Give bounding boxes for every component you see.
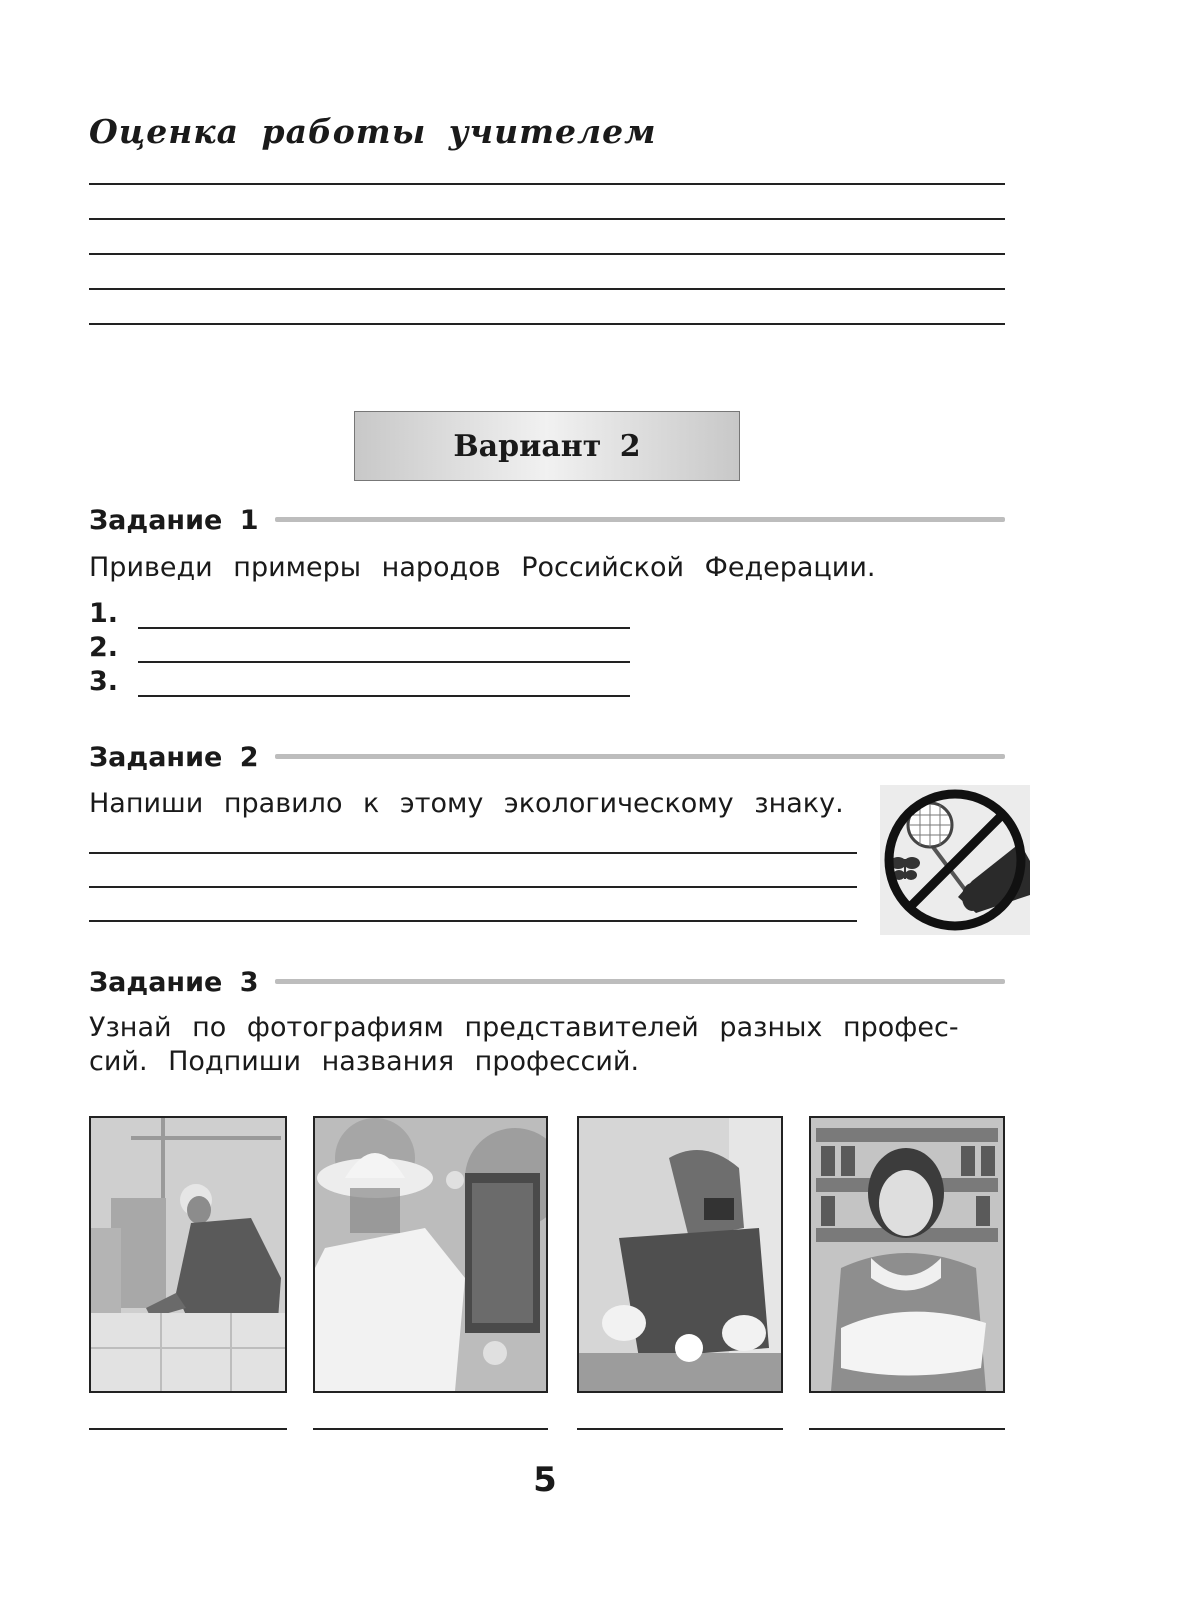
assessment-title: Оценка работы учителем [89,112,657,151]
task1-item-number: 1. [89,598,119,629]
task1-answer-line[interactable] [138,661,630,663]
task1-prompt: Приведи примеры народов Российской Федерации. [89,552,876,583]
variant-label: Вариант 2 [453,428,641,464]
task1-heading: Задание 1 [89,505,259,536]
page-number: 5 [533,1460,557,1500]
profession-answer-line[interactable] [313,1428,548,1430]
task1-item-number: 3. [89,666,119,697]
seller-photo [809,1116,1005,1393]
task1-answer-line[interactable] [138,627,630,629]
no-catching-butterflies-icon [880,785,1030,935]
task3-heading-rule [275,979,1005,984]
task1-heading-rule [275,517,1005,522]
profession-answer-line[interactable] [577,1428,783,1430]
assessment-line[interactable] [89,183,1005,185]
task3-prompt-line1: Узнай по фотографиям представителей разных профес- [89,1012,959,1043]
assessment-line[interactable] [89,323,1005,325]
assessment-line[interactable] [89,253,1005,255]
profession-answer-line[interactable] [89,1428,287,1430]
task1-item-number: 2. [89,632,119,663]
task2-heading: Задание 2 [89,742,259,773]
task3-heading: Задание 3 [89,967,259,998]
welder-photo [577,1116,783,1393]
task2-heading-rule [275,754,1005,759]
profession-answer-line[interactable] [809,1428,1005,1430]
task2-answer-line[interactable] [89,852,857,854]
assessment-line[interactable] [89,218,1005,220]
task2-answer-line[interactable] [89,920,857,922]
task2-answer-line[interactable] [89,886,857,888]
task1-answer-line[interactable] [138,695,630,697]
assessment-line[interactable] [89,288,1005,290]
task3-prompt-line2: сий. Подпиши названия профессий. [89,1046,640,1077]
task2-prompt: Напиши правило к этому экологическому знаку. [89,788,844,819]
builder-photo [89,1116,287,1393]
variant-header [354,411,740,481]
beekeeper-photo [313,1116,548,1393]
